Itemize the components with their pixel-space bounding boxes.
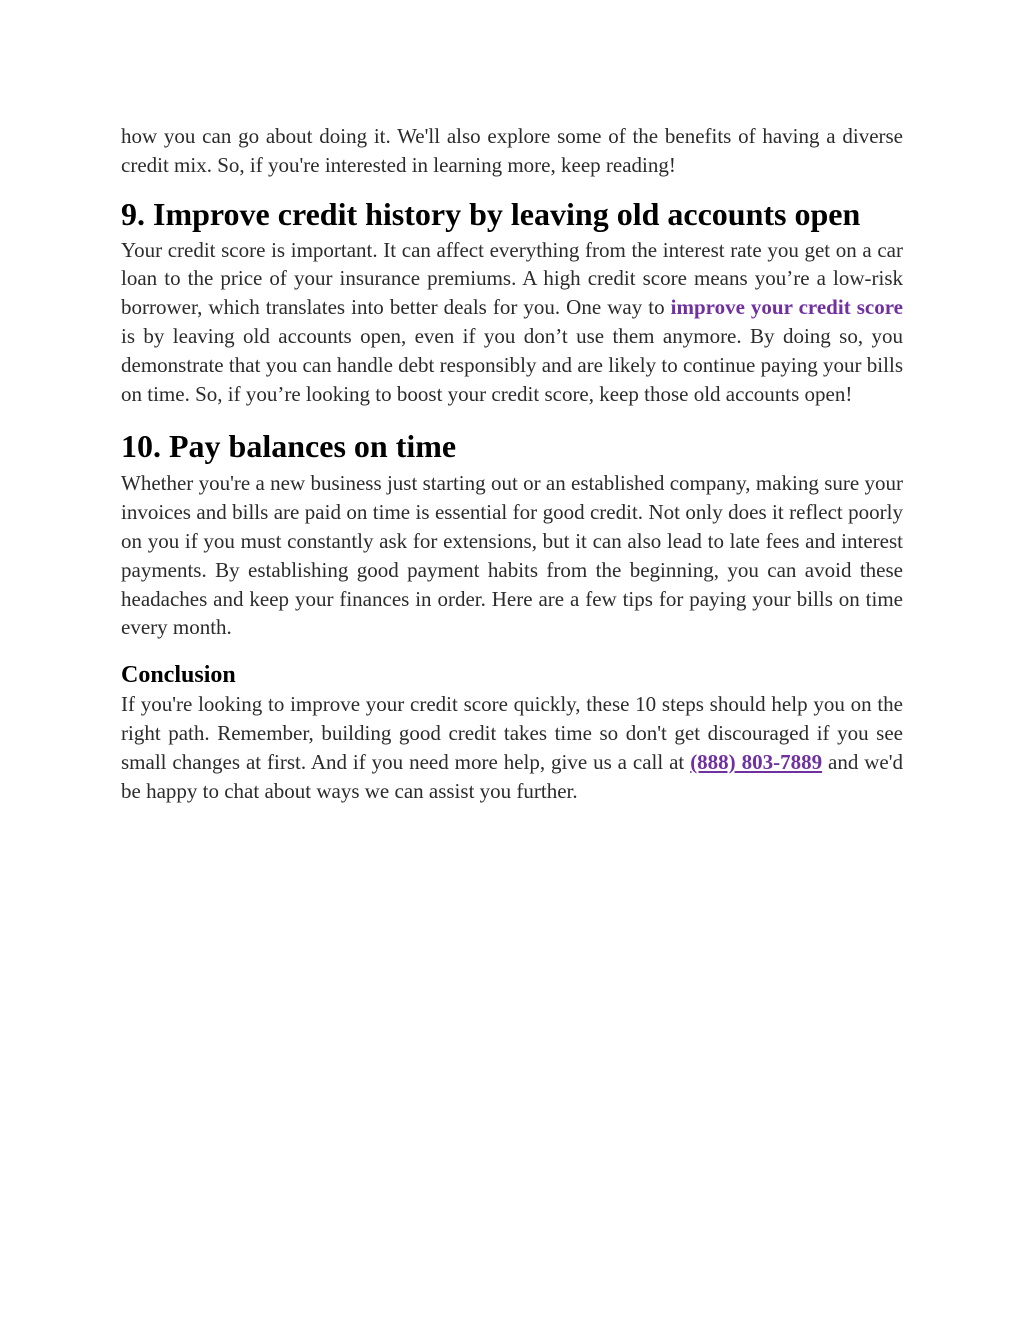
- section-9-text-after-link: is by leaving old accounts open, even if you don’t use them anymore. By doing so, you demonstrate that you can handle debt responsibly and are likely to continue paying your bills on time. So, if you’re looking to boost your credit score, keep those old accounts open!: [121, 323, 903, 406]
- improve-credit-score-link[interactable]: improve your credit score: [670, 295, 903, 320]
- conclusion-text-after-link: and we'd be happy to chat about ways we can assist you further.: [121, 749, 904, 803]
- conclusion-heading: Conclusion: [121, 662, 236, 689]
- conclusion-paragraph: [121, 690, 903, 805]
- section-10-heading: 10. Pay balances on time: [121, 428, 457, 465]
- section-10-paragraph: Whether you're a new business just starting out or an established company, making sure your invoices and bills are paid on time is essential for good credit. Not only does it reflect poorly on you if you must constantly ask for extensions, but it can also lead to late fees and interest payments. By establishing good payment habits from the beginning, you can avoid these headaches and keep your finances in order. Here are a few tips for paying your bills on time every month.: [121, 471, 903, 640]
- phone-number-link[interactable]: (888) 803-7889: [690, 749, 823, 774]
- section-9-paragraph: [121, 236, 903, 409]
- conclusion-text-before-link: If you're looking to improve your credit score quickly, these 10 steps should help you on the right path. Remember, building good credit takes time so don't get discouraged if you see small changes at first. And if you need more help, give us a call at: [121, 692, 903, 774]
- document-page: [121, 122, 903, 805]
- intro-paragraph: how you can go about doing it. We'll also explore some of the benefits of having a diverse credit mix. So, if you're interested in learning more, keep reading!: [121, 124, 903, 177]
- section-9-text-before-link: Your credit score is important. It can affect everything from the interest rate you get on a car loan to the price of your insurance premiums. A high credit score means you’re a low-risk borrower, which translates into better deals for you. One way to: [121, 237, 903, 320]
- section-9-heading: 9. Improve credit history by leaving old accounts open: [121, 195, 861, 232]
